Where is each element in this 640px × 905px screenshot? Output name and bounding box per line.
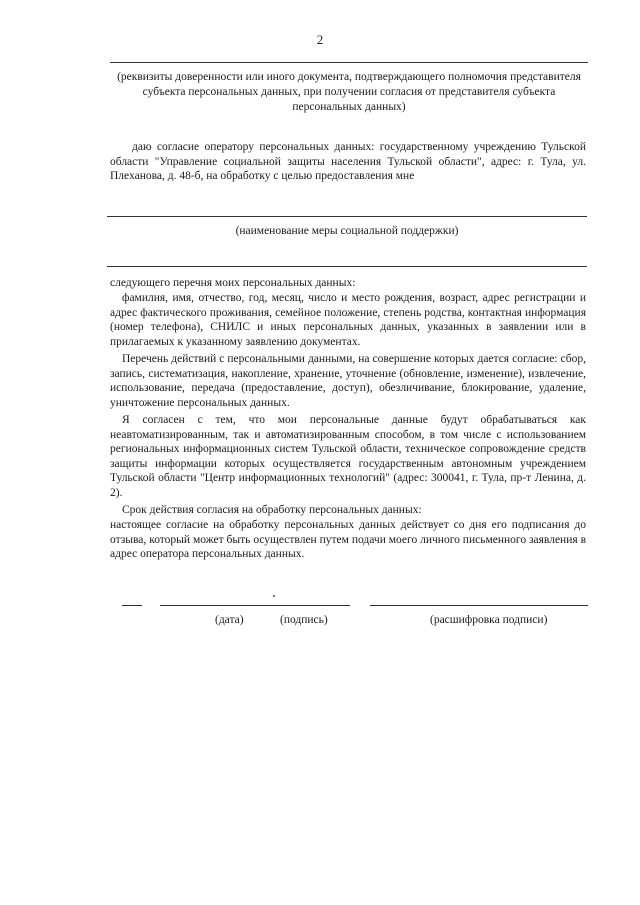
data-list: фамилия, имя, отчество, год, месяц, число и место рождения, возраст, адрес регистрации и адрес фактического проживания, семейное положение, степень родства, контактная информация (номер телефона), СНИЛС и иных персональных данных, указанных в заявлении или в прилагаемых к указанному заявлению документах. (110, 292, 586, 348)
data-list-intro: следующего перечня моих персональных данных: (110, 277, 356, 289)
consent-intro: даю согласие оператору персональных данных: государственному учреждению Тульской области "Управление социальной защиты населения Тульской области", адрес: г. Тула, ул. Плеханова, д. 48-б, на обработку с целью предоставления мне (110, 141, 586, 183)
proxy-caption: (реквизиты доверенности или иного документа, подтверждающего полномочия представителя субъекта персональных данных, при получении согласия от представителя субъекта персональных данных) (117, 71, 581, 113)
measure-caption: (наименование меры социальной поддержки) (235, 225, 459, 237)
page-number: 2 (316, 32, 324, 47)
signature-decode-line (370, 605, 588, 606)
stray-dot (273, 595, 275, 597)
term-title: Срок действия согласия на обработку персональных данных: (122, 504, 422, 516)
decode-label: (расшифровка подписи) (430, 614, 548, 626)
date-label: (дата) (215, 614, 244, 626)
measure-fill-line (107, 216, 587, 217)
term-text: настоящее согласие на обработку персональных данных действует со дня его подписания до отзыва, который может быть осуществлен путем подачи моего личного письменного заявления в адрес оператора персональных данных. (110, 519, 586, 561)
processing-paragraph: Я согласен с тем, что мои персональные данные будут обрабатываться как неавтоматизированным, так и автоматизированным способом, в том числе с использованием региональных информационных систем Тульской области, техническое сопровождение средств защиты информации которых осуществляется государственным автономным учреждением Тульской области "Центр информационных технологий" (адрес: 300041, г. Тула, пр-т Ленина, д. 2). (110, 414, 586, 499)
date-sign-line (160, 605, 350, 606)
signature-short-line (122, 605, 142, 606)
actions-paragraph: Перечень действий с персональными данными, на совершение которых дается согласие: сбор, запись, систематизация, накопление, хранение, уточнение (обновление, изменение), извлечение, использование, передача (предоставление, доступ), обезличивание, блокирование, удаление, уничтожение персональных данных. (110, 353, 586, 409)
proxy-fill-line (110, 62, 588, 63)
sign-label: (подпись) (280, 614, 328, 626)
measure-fill-line-2 (107, 266, 587, 267)
